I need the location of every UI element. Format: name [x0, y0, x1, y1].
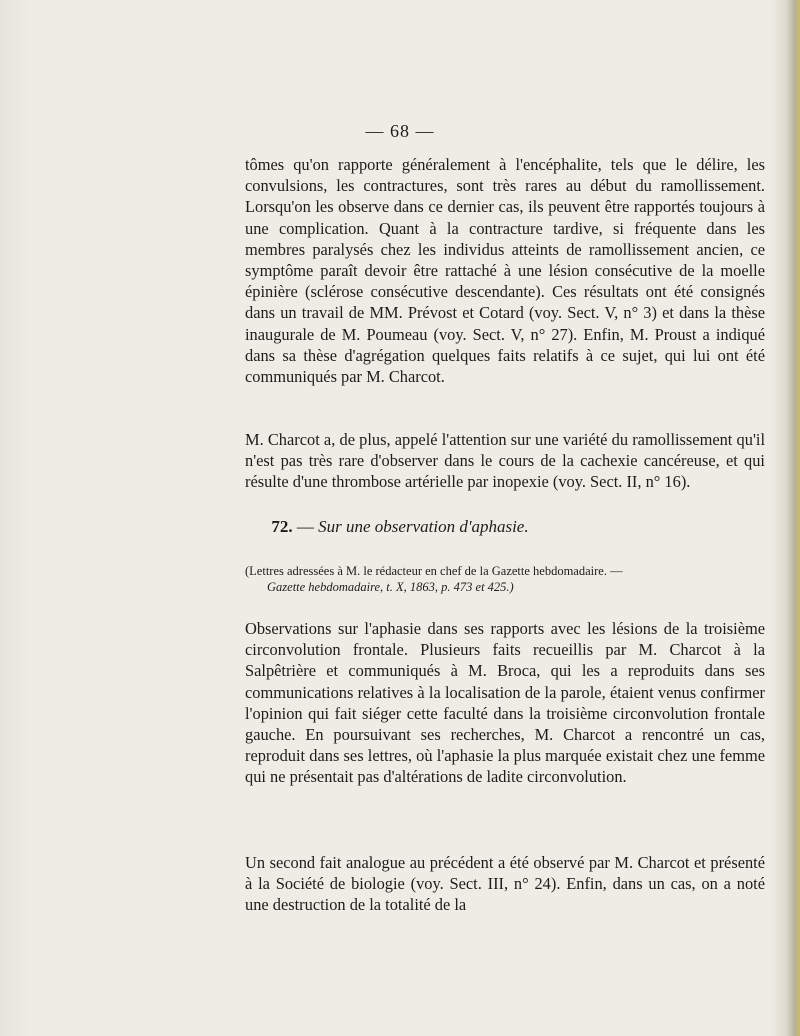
section-dash: — [292, 517, 319, 536]
citation-line-2: Gazette hebdomadaire, t. X, 1863, p. 473 et 425.) [267, 579, 514, 594]
paragraph-4: Un second fait analogue au précédent a été observé par M. Charcot et présenté à la Société de biologie (voy. Sect. III, n° 24). Enfin, dans un cas, on a noté une destruction de la totalité de la [245, 853, 765, 915]
section-heading [0, 517, 800, 537]
paragraph-3: Observations sur l'aphasie dans ses rapports avec les lésions de la troisième circonvolution frontale. Plusieurs faits recueillis par M. Charcot à la Salpêtrière et communiqués à M. Broca, qui les a reproduits dans ses communications relatives à la localisation de la parole, étaient venus confirmer l'opinion qui fait siéger cette faculté dans la troisième circonvolution frontale gauche. En poursuivant ses recherches, M. Charcot a rencontré un cas, reproduit dans ses lettres, où l'aphasie la plus marquée existait chez une femme qui ne présentait pas d'altérations de ladite circonvolution. [245, 619, 765, 787]
paragraph-2: M. Charcot a, de plus, appelé l'attention sur une variété du ramollissement qu'il n'est pas très rare d'observer dans le cours de la cachexie cancéreuse, et qui résulte d'une thrombose artérielle par inopexie (voy. Sect. II, n° 16). [245, 430, 765, 492]
section-number: 72. [271, 517, 293, 536]
citation-line-1: (Lettres adressées à M. le rédacteur en chef de la Gazette hebdomadaire. — [245, 564, 623, 578]
citation [245, 564, 765, 595]
section-title: Sur une observation d'aphasie. [318, 517, 529, 536]
page-number: — 68 — [365, 121, 435, 141]
paragraph-1: tômes qu'on rapporte généralement à l'encéphalite, tels que le délire, les convulsions, les contractures, sont très rares au début du ramollissement. Lorsqu'on les observe dans ce dernier cas, ils peuvent être rapportés toujours à une complication. Quant à la contracture tardive, si fréquente dans les membres paralysés chez les individus atteints de ramollissement ancien, ce symptôme paraît devoir être rattaché à une lésion consécutive de la moelle épinière (sclérose consécutive descendante). Ces résultats ont été consignés dans un travail de MM. Prévost et Cotard (voy. Sect. V, n° 3) et dans la thèse inaugurale de M. Poumeau (voy. Sect. V, n° 27). Enfin, M. Proust a indiqué dans sa thèse d'agrégation quelques faits relatifs à ce sujet, qui lui ont été communiqués par M. Charcot. [245, 155, 765, 387]
